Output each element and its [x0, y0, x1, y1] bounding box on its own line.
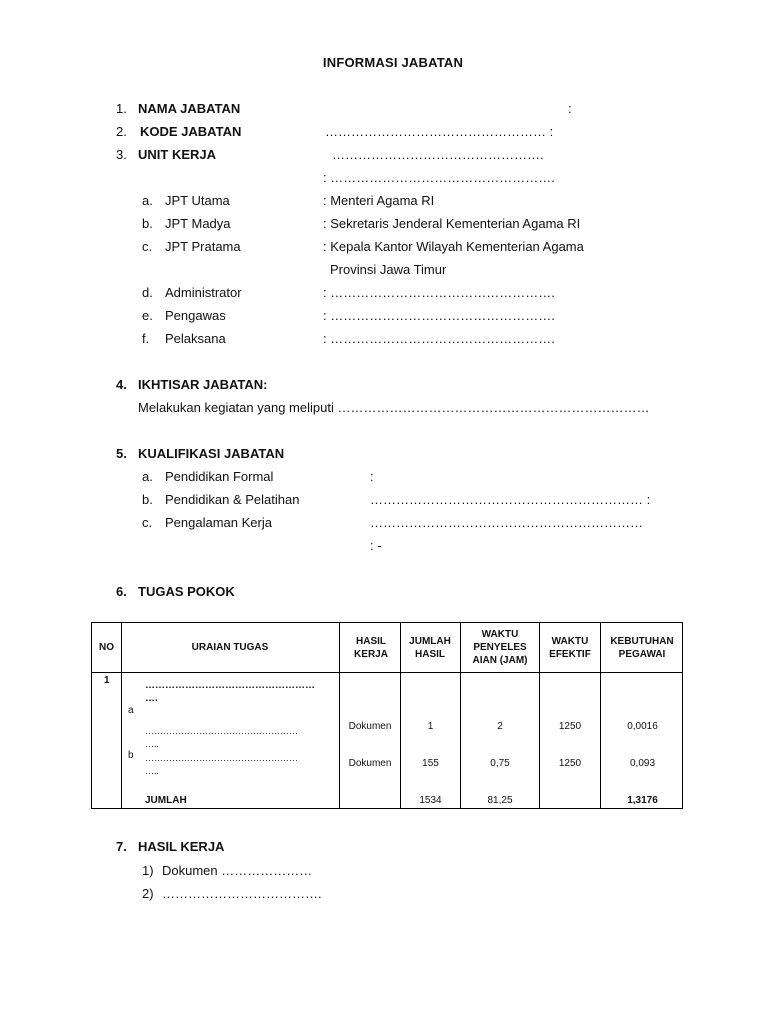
cell-hasil-kerja: Dokumen	[348, 758, 392, 769]
qualification-value: :	[370, 469, 374, 484]
section-7-label: HASIL KERJA	[138, 839, 225, 854]
unit-item-letter: b.	[142, 216, 153, 231]
unit-item-letter: c.	[142, 239, 153, 254]
sub-task-text-continued: …..	[145, 739, 160, 749]
total-kebutuhan-pegawai: 1,3176	[627, 795, 658, 806]
total-waktu-penyelesaian: 81,25	[487, 795, 513, 806]
header-hasil-kerja: HASIL KERJA	[354, 635, 388, 660]
section-1-number: 1.	[116, 101, 127, 116]
unit-item-label: JPT Utama	[165, 193, 230, 208]
result-item-text: Dokumen …………………	[162, 863, 313, 878]
header-kebutuhan-pegawai: KEBUTUHAN PEGAWAI	[610, 635, 674, 660]
qualification-letter: c.	[142, 515, 153, 530]
row-number: 1	[104, 675, 110, 686]
cell-waktu-efektif: 1250	[558, 758, 582, 769]
sub-task-letter: a	[128, 705, 134, 716]
qualification-value: ………………………………………………………	[370, 515, 643, 530]
section-2-label: KODE JABATAN	[140, 124, 242, 139]
sub-task-text-continued: …..	[145, 766, 160, 776]
cell-jumlah-hasil: 155	[422, 758, 439, 769]
document-title: INFORMASI JABATAN	[322, 55, 464, 70]
section-7-number: 7.	[116, 839, 127, 854]
qualification-value: ……………………………………………………… :	[370, 492, 651, 507]
cell-waktu-efektif: 1250	[558, 721, 582, 732]
section-1-label: NAMA JABATAN	[138, 101, 241, 116]
cell-kebutuhan-pegawai: 0,093	[629, 758, 656, 769]
header-waktu-penyelesaian: WAKTU PENYELES AIAN (JAM)	[472, 629, 528, 666]
result-item-number: 2)	[142, 886, 154, 901]
section-6-label: TUGAS POKOK	[138, 584, 235, 599]
section-6-number: 6.	[116, 584, 127, 599]
unit-item-value: : …………………………………………….	[323, 285, 555, 300]
task-table	[91, 622, 683, 809]
cell-waktu-penyelesaian: 0,75	[490, 758, 510, 769]
section-4-text: Melakukan kegiatan yang meliputi ………………………………………………………………	[138, 400, 650, 415]
section-5-number: 5.	[116, 446, 127, 461]
section-4-label: IKHTISAR JABATAN:	[138, 377, 268, 392]
header-no: NO	[99, 642, 114, 653]
unit-item-letter: d.	[142, 285, 153, 300]
unit-item-value: : Kepala Kantor Wilayah Kementerian Agama	[323, 239, 584, 254]
total-label: JUMLAH	[145, 795, 187, 806]
unit-item-label: Administrator	[165, 285, 242, 300]
unit-item-label: Pelaksana	[165, 331, 226, 346]
unit-item-value: : Sekretaris Jenderal Kementerian Agama RI	[323, 216, 581, 231]
cell-kebutuhan-pegawai: 0,0016	[627, 721, 658, 732]
unit-item-value: : …………………………………………….	[323, 308, 555, 323]
section-3-value-line1: ………………………………………….	[332, 147, 544, 162]
section-3-value-line2: : …………………………………………….	[323, 170, 555, 185]
header-jumlah-hasil: JUMLAH HASIL	[409, 635, 451, 660]
unit-item-value-continued: Provinsi Jawa Timur	[330, 262, 447, 277]
section-1-value: :	[568, 101, 572, 116]
cell-hasil-kerja: Dokumen	[348, 721, 392, 732]
cell-jumlah-hasil: 1	[427, 721, 434, 732]
qualification-letter: b.	[142, 492, 153, 507]
sub-task-text: ……………………………………………	[145, 726, 298, 736]
result-item-number: 1)	[142, 863, 154, 878]
qualification-label: Pengalaman Kerja	[165, 515, 272, 530]
unit-item-label: Pengawas	[165, 308, 226, 323]
qualification-letter: a.	[142, 469, 153, 484]
qualification-extra-value: : -	[370, 538, 382, 553]
header-waktu-efektif: WAKTU EFEKTIF	[549, 635, 591, 660]
section-2-number: 2.	[116, 124, 127, 139]
unit-item-value: : …………………………………………….	[323, 331, 555, 346]
section-3-number: 3.	[116, 147, 127, 162]
sub-task-letter: b	[128, 750, 134, 761]
unit-item-label: JPT Pratama	[165, 239, 241, 254]
section-2-value: …………………………………………… :	[325, 124, 554, 139]
unit-item-value: : Menteri Agama RI	[323, 193, 435, 208]
section-5-label: KUALIFIKASI JABATAN	[138, 446, 285, 461]
unit-item-letter: f.	[142, 331, 150, 346]
task-title-continued: ….	[145, 693, 158, 704]
unit-item-label: JPT Madya	[165, 216, 231, 231]
sub-task-text: ……………………………………………	[145, 753, 298, 763]
header-uraian-tugas: URAIAN TUGAS	[191, 642, 269, 653]
task-title: ……………………………………………	[145, 680, 315, 691]
total-jumlah-hasil: 1534	[419, 795, 442, 806]
qualification-label: Pendidikan Formal	[165, 469, 274, 484]
result-item-text: ……………………………….	[162, 886, 322, 901]
section-3-label: UNIT KERJA	[138, 147, 217, 162]
qualification-label: Pendidikan & Pelatihan	[165, 492, 300, 507]
unit-item-letter: e.	[142, 308, 153, 323]
section-4-number: 4.	[116, 377, 127, 392]
unit-item-letter: a.	[142, 193, 153, 208]
cell-waktu-penyelesaian: 2	[497, 721, 503, 732]
